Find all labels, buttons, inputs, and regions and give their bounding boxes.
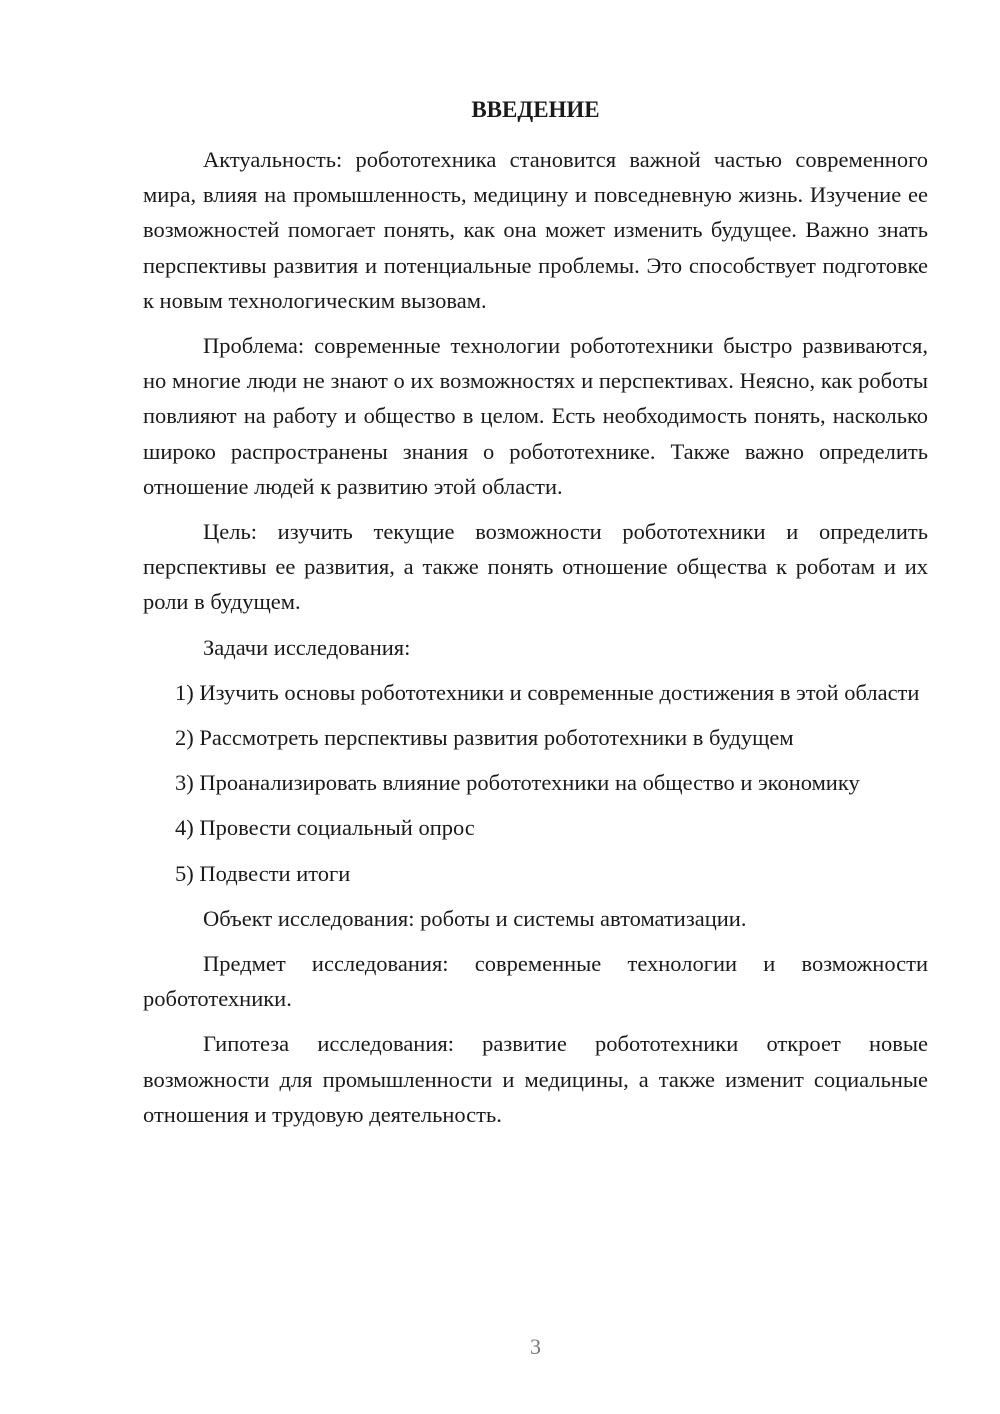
list-item-task-2: 2) Рассмотреть перспективы развития робототехники в будущем xyxy=(175,725,794,751)
page-number: 3 xyxy=(530,1334,541,1359)
paragraph-problem: Проблема: современные технологии робототехники быстро развиваются, но многие люди не знают о их возможностях и перспективах. Неясно, как роботы повлияют на работу и общество в целом. Есть необходимость понять, насколько широко распространены знания о робототехнике. Также важно определить отношение людей к развитию этой области. xyxy=(143,333,928,499)
paragraph-goal: Цель: изучить текущие возможности робототехники и определить перспективы ее развития, а также понять отношение общества к роботам и их роли в будущем. xyxy=(143,519,928,615)
page-title: ВВЕДЕНИЕ xyxy=(471,97,600,122)
list-item-task-5: 5) Подвести итоги xyxy=(175,860,351,886)
list-item-task-3: 3) Проанализировать влияние робототехники на общество и экономику xyxy=(175,770,860,796)
paragraph-relevance: Актуальность: робототехника становится важной частью современного мира, влияя на промышленность, медицину и повседневную жизнь. Изучение ее возможностей помогает понять, как она может изменить будущее. Важно знать перспективы развития и потенциальные проблемы. Это способствует подготовке к новым технологическим вызовам. xyxy=(143,147,928,313)
list-item-task-1: 1) Изучить основы робототехники и современные достижения в этой области xyxy=(175,679,920,705)
paragraph-object: Объект исследования: роботы и системы автоматизации. xyxy=(203,905,747,931)
body-text xyxy=(143,142,928,1142)
paragraph-hypothesis: Гипотеза исследования: развитие робототехники откроет новые возможности для промышленности и медицины, а также изменит социальные отношения и трудовую деятельность. xyxy=(143,1031,928,1127)
paragraph-tasks-heading: Задачи исследования: xyxy=(203,634,411,660)
list-item-task-4: 4) Провести социальный опрос xyxy=(175,815,475,841)
document-page xyxy=(143,0,928,1414)
paragraph-subject: Предмет исследования: современные технологии и возможности робототехники. xyxy=(143,951,928,1012)
